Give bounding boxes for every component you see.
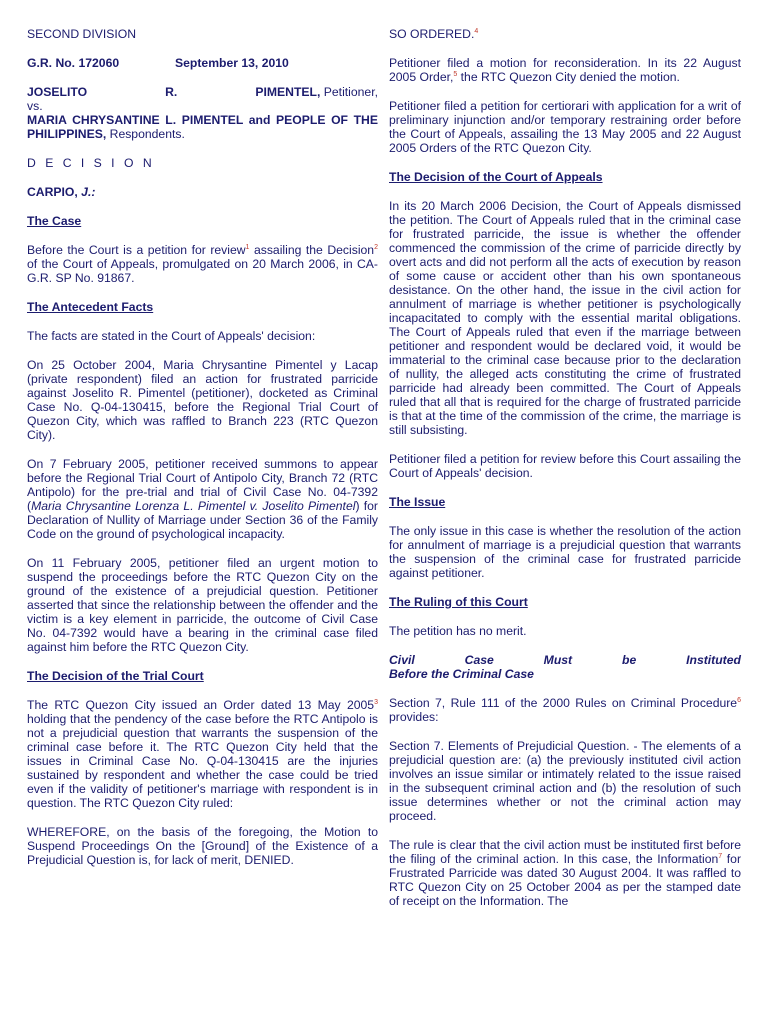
respondents-names: MARIA CHRYSANTINE L. PIMENTEL and PEOPLE OF THE PHILIPPINES, (27, 113, 378, 141)
petitioner-line (27, 85, 378, 99)
recon-text-b: the RTC Quezon City denied the motion. (457, 70, 680, 84)
facts-2-case-title: Maria Chrysantine Lorenza L. Pimentel v. Joselito Pimentel (31, 499, 356, 513)
issue-paragraph: The only issue in this case is whether the resolution of the action for annulment of marriage is a prejudicial question that warrants the suspension of the criminal case for frustrated parricide against petitioner. (389, 524, 741, 580)
footnote-ref-2[interactable]: 2 (374, 243, 378, 251)
section7-paragraph (389, 696, 741, 724)
decision-date: September 13, 2010 (175, 56, 289, 70)
facts-2-text-b: ) for Declaration of Nullity of Marriage under Section 36 of the Family Code on the ground of psychological incapacity. (27, 499, 378, 541)
review-paragraph: Petitioner filed a petition for review before this Court assailing the Court of Appeals' decision. (389, 452, 741, 480)
petitioner-last: PIMENTEL, (255, 85, 321, 99)
decision-label: D E C I S I O N (27, 156, 155, 170)
rule-paragraph (389, 838, 741, 908)
case-paragraph (27, 243, 378, 285)
subheading-line-1 (389, 653, 741, 667)
facts-2-text-a: On 7 February 2005, petitioner received summons to appear before the Regional Trial Court of Antipolo City, Branch 72 (RTC Antipolo) for the pre-trial and trial of Civil Case No. 04-7392 ( (27, 457, 378, 513)
sub-word-3: Must (543, 653, 573, 667)
sub-word-2: Case (464, 653, 494, 667)
heading-trial-court: The Decision of the Trial Court (27, 669, 204, 683)
reconsideration-paragraph (389, 56, 741, 84)
petitioner-first: JOSELITO (27, 85, 88, 99)
facts-paragraph-1: On 25 October 2004, Maria Chrysantine Pimentel y Lacap (private respondent) filed an action for frustrated parricide against Joselito R. Pimentel (petitioner), docketed as Criminal Case No. Q-04-130415, before the Regional Trial Court of Quezon City, which was raffled to Branch 223 (RTC Quezon City). (27, 358, 378, 442)
right-column (389, 27, 741, 923)
sec7-text-a: Section 7, Rule 111 of the 2000 Rules on Criminal Procedure (389, 696, 738, 710)
footnote-ref-7[interactable]: 7 (718, 852, 723, 860)
facts-paragraph-2 (27, 457, 378, 541)
rule-text-a: The rule is clear that the civil action must be instituted first before the filing of the criminal action. In this case, the Information (389, 838, 741, 866)
heading-antecedent-facts: The Antecedent Facts (27, 300, 154, 314)
case-number-line (27, 56, 378, 70)
gr-number: G.R. No. 172060 (27, 56, 120, 70)
petitioner-middle: R. (165, 85, 178, 99)
subheading-civil-case (389, 653, 741, 681)
footnote-ref-6[interactable]: 6 (737, 696, 741, 704)
ponente (27, 185, 378, 199)
sec7-text-b: provides: (389, 710, 439, 724)
trial-paragraph-1 (27, 698, 378, 810)
respondents-role: Respondents. (106, 127, 185, 141)
certiorari-paragraph: Petitioner filed a petition for certiorari with application for a writ of preliminary injunction and/or temporary restraining order before the Court of Appeals, assailing the 13 May 2005 and 22 August 2005 Orders of the RTC Quezon City. (389, 99, 741, 155)
footnote-ref-1[interactable]: 1 (245, 243, 250, 251)
petitioner-role: Petitioner, (320, 85, 378, 99)
footnote-ref-5[interactable]: 5 (453, 70, 458, 78)
case-text-1: Before the Court is a petition for review (27, 243, 246, 257)
respondents-line (27, 113, 378, 141)
case-text-2: assailing the Decision (249, 243, 375, 257)
versus-label: vs. (27, 99, 43, 113)
heading-issue: The Issue (389, 495, 446, 509)
facts-paragraph-3: On 11 February 2005, petitioner filed an urgent motion to suspend the proceedings before the RTC Quezon City on the ground of the existence of a prejudicial question. Petitioner asserted that since the relationship between the offender and the victim is a key element in parricide, the outcome of Civil Case No. 04-7392 would have a bearing in the criminal case filed against him before the RTC Quezon City. (27, 556, 378, 654)
footnote-ref-3[interactable]: 3 (374, 698, 378, 706)
heading-court-of-appeals: The Decision of the Court of Appeals (389, 170, 603, 184)
sub-word-5: Instituted (686, 653, 741, 667)
petitioner-last-wrap (255, 85, 378, 99)
rule-text-b: for Frustrated Parricide was dated 30 August 2004. It was raffled to RTC Quezon City on 25 October 2004 as per the stamped date of receipt on the Information. The (389, 852, 742, 908)
so-ordered (389, 27, 741, 41)
so-ordered-text: SO ORDERED. (389, 27, 475, 41)
heading-the-case: The Case (27, 214, 82, 228)
division-label: SECOND DIVISION (27, 27, 137, 41)
author-suffix: J.: (77, 185, 96, 199)
case-text-3: of the Court of Appeals, promulgated on 20 March 2006, in CA-G.R. SP No. 91867. (27, 257, 378, 285)
recon-text-a: Petitioner filed a motion for reconsideration. In its 22 August 2005 Order, (389, 56, 741, 84)
footnote-ref-4[interactable]: 4 (474, 27, 479, 35)
trial-text-b: holding that the pendency of the case before the RTC Antipolo is not a prejudicial question that warrants the suspension of the criminal case before it. The RTC Quezon City held that the issues in Criminal Case No. Q-04-130415 are the injuries sustained by respondent and whether the case could be tried even if the validity of petitioner's marriage with respondent is in question. The RTC Quezon City ruled: (27, 712, 378, 810)
trial-text-a: The RTC Quezon City issued an Order dated 13 May 2005 (27, 698, 375, 712)
subheading-line-2: Before the Criminal Case (389, 667, 534, 681)
left-column (27, 27, 378, 882)
trial-paragraph-2: WHEREFORE, on the basis of the foregoing, the Motion to Suspend Proceedings On the [Ground] of the Existence of a Prejudicial Question is, for lack of merit, DENIED. (27, 825, 378, 867)
ca-paragraph: In its 20 March 2006 Decision, the Court of Appeals dismissed the petition. The Court of Appeals ruled that in the criminal case for frustrated parricide, the issue is whether the offender commenced the commission of the crime of parricide directly by overt acts and did not perform all the acts of execution by reason of some cause or accident other than his own spontaneous desistance. On the other hand, the issue in the civil action for annulment of marriage is whether petitioner is psychologically incapacitated to comply with the essential marital obligations. The Court of Appeals ruled that even if the marriage between petitioner and respondent would be declared void, it would be immaterial to the criminal case because prior to the declaration of nullity, the alleged acts constituting the crime of frustrated parricide had already been committed. The Court of Appeals ruled that all that is required for the charge of frustrated parricide is that at the time of the commission of the crime, the marriage is still subsisting. (389, 199, 741, 437)
ruling-paragraph: The petition has no merit. (389, 624, 527, 638)
author-name: CARPIO, (27, 185, 78, 199)
section7-quote: Section 7. Elements of Prejudicial Question. - The elements of a prejudicial question are: (a) the previously instituted civil action involves an issue similar or intimately related to the issue raised in the subsequent criminal action and (b) the resolution of such issue determines whether or not the criminal action may proceed. (389, 739, 741, 823)
sub-word-1: Civil (389, 653, 415, 667)
parties-block (27, 85, 378, 141)
facts-intro: The facts are stated in the Court of Appeals' decision: (27, 329, 316, 343)
sub-word-4: be (622, 653, 637, 667)
heading-ruling: The Ruling of this Court (389, 595, 528, 609)
